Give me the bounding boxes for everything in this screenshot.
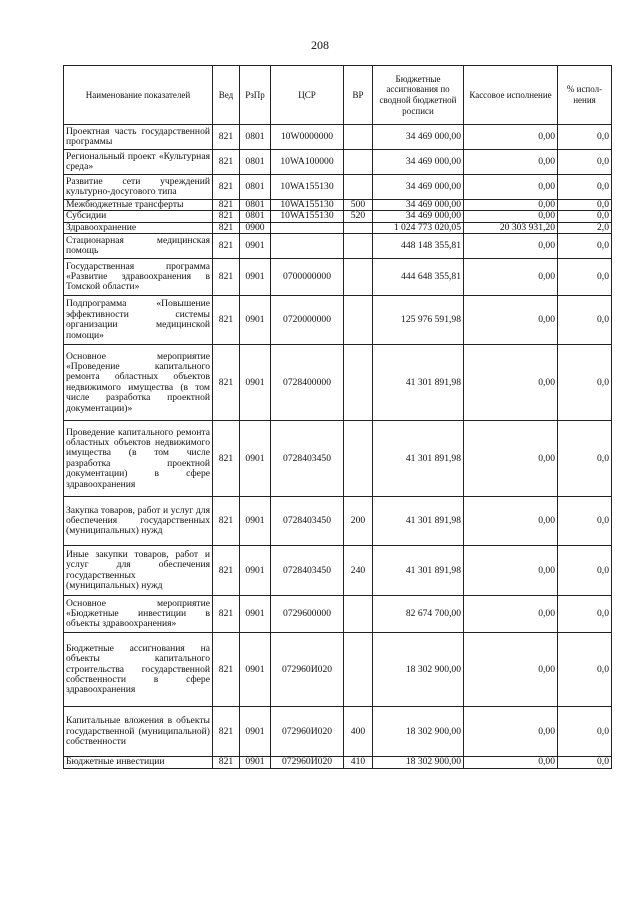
row-cash-execution: 0,00 bbox=[464, 211, 558, 222]
row-percent: 0,0 bbox=[558, 296, 612, 345]
row-vr bbox=[344, 633, 373, 707]
row-csr: 10WA155130 bbox=[271, 200, 344, 211]
table-row bbox=[64, 497, 612, 546]
header-cash-execution: Кассовое исполнение bbox=[464, 66, 558, 125]
row-rzpr: 0801 bbox=[240, 200, 271, 211]
row-vr bbox=[344, 421, 373, 497]
row-name: Межбюджетные трансферты bbox=[64, 200, 213, 211]
row-name: Стационарная медицинская помощь bbox=[64, 234, 213, 259]
row-assignments: 34 469 000,00 bbox=[373, 175, 464, 200]
row-name: Иные закупки товаров, работ и услуг для обеспечения государственных (муниципальных) нужд bbox=[64, 546, 213, 596]
row-name: Субсидии bbox=[64, 211, 213, 222]
row-assignments: 448 148 355,81 bbox=[373, 234, 464, 259]
row-vr bbox=[344, 596, 373, 633]
table-row bbox=[64, 125, 612, 150]
row-ved: 821 bbox=[213, 345, 240, 421]
row-rzpr: 0901 bbox=[240, 596, 271, 633]
row-csr: 10WA155130 bbox=[271, 211, 344, 222]
row-cash-execution: 0,00 bbox=[464, 421, 558, 497]
row-ved: 821 bbox=[213, 296, 240, 345]
row-assignments: 18 302 900,00 bbox=[373, 707, 464, 757]
row-csr: 072960И020 bbox=[271, 707, 344, 757]
row-assignments: 1 024 773 020,05 bbox=[373, 222, 464, 233]
row-ved: 821 bbox=[213, 546, 240, 596]
row-rzpr: 0801 bbox=[240, 125, 271, 150]
row-csr: 0728403450 bbox=[271, 421, 344, 497]
table-row bbox=[64, 633, 612, 707]
row-rzpr: 0901 bbox=[240, 345, 271, 421]
table-row bbox=[64, 175, 612, 200]
row-ved: 821 bbox=[213, 150, 240, 175]
row-percent: 2,0 bbox=[558, 222, 612, 233]
row-assignments: 34 469 000,00 bbox=[373, 211, 464, 222]
row-percent: 0,0 bbox=[558, 757, 612, 768]
row-cash-execution: 0,00 bbox=[464, 150, 558, 175]
row-vr: 200 bbox=[344, 497, 373, 546]
row-ved: 821 bbox=[213, 596, 240, 633]
row-name: Проведение капитального ремонта областных объектов недвижимого имущества (в том числе разработка проектной документации) в сфере здравоохранения bbox=[64, 421, 213, 497]
row-ved: 821 bbox=[213, 421, 240, 497]
row-csr: 0729600000 bbox=[271, 596, 344, 633]
row-percent: 0,0 bbox=[558, 175, 612, 200]
row-percent: 0,0 bbox=[558, 234, 612, 259]
row-ved: 821 bbox=[213, 757, 240, 768]
header-rzpr: РзПр bbox=[240, 66, 271, 125]
row-cash-execution: 0,00 bbox=[464, 175, 558, 200]
row-cash-execution: 0,00 bbox=[464, 234, 558, 259]
header-ved: Вед bbox=[213, 66, 240, 125]
table-row bbox=[64, 757, 612, 768]
table-row bbox=[64, 234, 612, 259]
row-vr: 400 bbox=[344, 707, 373, 757]
row-name: Бюджетные инвестиции bbox=[64, 757, 213, 768]
row-csr: 0728403450 bbox=[271, 546, 344, 596]
row-rzpr: 0901 bbox=[240, 707, 271, 757]
row-rzpr: 0900 bbox=[240, 222, 271, 233]
table-row bbox=[64, 222, 612, 233]
table-row bbox=[64, 707, 612, 757]
row-cash-execution: 0,00 bbox=[464, 707, 558, 757]
row-csr: 0700000000 bbox=[271, 259, 344, 296]
row-ved: 821 bbox=[213, 497, 240, 546]
header-assignments: Бюджетные ассигнования по сводной бюджетной росписи bbox=[373, 66, 464, 125]
row-name: Капитальные вложения в объекты государственной (муниципальной) собственности bbox=[64, 707, 213, 757]
row-csr: 072960И020 bbox=[271, 757, 344, 768]
row-name: Развитие сети учреждений культурно-досугового типа bbox=[64, 175, 213, 200]
row-name: Закупка товаров, работ и услуг для обеспечения государственных (муниципальных) нужд bbox=[64, 497, 213, 546]
header-name: Наименование показателей bbox=[64, 66, 213, 125]
row-percent: 0,0 bbox=[558, 596, 612, 633]
row-assignments: 41 301 891,98 bbox=[373, 345, 464, 421]
row-assignments: 41 301 891,98 bbox=[373, 546, 464, 596]
row-vr bbox=[344, 345, 373, 421]
row-assignments: 18 302 900,00 bbox=[373, 633, 464, 707]
row-name: Здравоохранение bbox=[64, 222, 213, 233]
row-assignments: 125 976 591,98 bbox=[373, 296, 464, 345]
table-row bbox=[64, 259, 612, 296]
row-percent: 0,0 bbox=[558, 497, 612, 546]
table-row bbox=[64, 345, 612, 421]
row-vr bbox=[344, 296, 373, 345]
row-cash-execution: 20 303 931,20 bbox=[464, 222, 558, 233]
row-name: Подпрограмма «Повышение эффективности системы организации медицинской помощи» bbox=[64, 296, 213, 345]
row-rzpr: 0901 bbox=[240, 497, 271, 546]
row-assignments: 82 674 700,00 bbox=[373, 596, 464, 633]
row-csr: 0720000000 bbox=[271, 296, 344, 345]
row-csr: 0728403450 bbox=[271, 497, 344, 546]
row-assignments: 444 648 355,81 bbox=[373, 259, 464, 296]
row-vr: 410 bbox=[344, 757, 373, 768]
budget-execution-table bbox=[63, 65, 612, 769]
header-csr: ЦСР bbox=[271, 66, 344, 125]
row-cash-execution: 0,00 bbox=[464, 200, 558, 211]
row-name: Бюджетные ассигнования на объекты капитального строительства государственной собственности в сфере здравоохранения bbox=[64, 633, 213, 707]
row-vr bbox=[344, 125, 373, 150]
row-vr bbox=[344, 234, 373, 259]
row-percent: 0,0 bbox=[558, 707, 612, 757]
row-name: Государственная программа «Развитие здравоохранения в Томской области» bbox=[64, 259, 213, 296]
row-name: Основное мероприятие «Бюджетные инвестиции в объекты здравоохранения» bbox=[64, 596, 213, 633]
table-row bbox=[64, 546, 612, 596]
header-vr: ВР bbox=[344, 66, 373, 125]
row-cash-execution: 0,00 bbox=[464, 757, 558, 768]
row-rzpr: 0801 bbox=[240, 175, 271, 200]
row-vr: 240 bbox=[344, 546, 373, 596]
row-rzpr: 0901 bbox=[240, 633, 271, 707]
row-csr bbox=[271, 234, 344, 259]
row-cash-execution: 0,00 bbox=[464, 259, 558, 296]
row-percent: 0,0 bbox=[558, 345, 612, 421]
row-percent: 0,0 bbox=[558, 150, 612, 175]
row-csr: 10WA100000 bbox=[271, 150, 344, 175]
row-vr: 520 bbox=[344, 211, 373, 222]
table-row bbox=[64, 296, 612, 345]
row-name: Проектная часть государственной программы bbox=[64, 125, 213, 150]
row-rzpr: 0901 bbox=[240, 234, 271, 259]
row-assignments: 34 469 000,00 bbox=[373, 200, 464, 211]
row-ved: 821 bbox=[213, 200, 240, 211]
row-vr bbox=[344, 175, 373, 200]
row-vr: 500 bbox=[344, 200, 373, 211]
row-rzpr: 0901 bbox=[240, 259, 271, 296]
row-percent: 0,0 bbox=[558, 200, 612, 211]
row-rzpr: 0901 bbox=[240, 421, 271, 497]
table-row bbox=[64, 200, 612, 211]
row-assignments: 34 469 000,00 bbox=[373, 150, 464, 175]
row-csr: 10W0000000 bbox=[271, 125, 344, 150]
table-row bbox=[64, 150, 612, 175]
row-rzpr: 0901 bbox=[240, 296, 271, 345]
row-cash-execution: 0,00 bbox=[464, 497, 558, 546]
row-ved: 821 bbox=[213, 707, 240, 757]
row-ved: 821 bbox=[213, 222, 240, 233]
table-row bbox=[64, 211, 612, 222]
row-ved: 821 bbox=[213, 211, 240, 222]
row-ved: 821 bbox=[213, 125, 240, 150]
row-cash-execution: 0,00 bbox=[464, 546, 558, 596]
row-ved: 821 bbox=[213, 175, 240, 200]
row-rzpr: 0801 bbox=[240, 211, 271, 222]
row-vr bbox=[344, 259, 373, 296]
row-cash-execution: 0,00 bbox=[464, 345, 558, 421]
row-cash-execution: 0,00 bbox=[464, 125, 558, 150]
row-rzpr: 0801 bbox=[240, 150, 271, 175]
row-csr: 0728400000 bbox=[271, 345, 344, 421]
row-rzpr: 0901 bbox=[240, 757, 271, 768]
row-ved: 821 bbox=[213, 234, 240, 259]
row-cash-execution: 0,00 bbox=[464, 296, 558, 345]
row-name: Региональный проект «Культурная среда» bbox=[64, 150, 213, 175]
row-vr bbox=[344, 150, 373, 175]
row-assignments: 34 469 000,00 bbox=[373, 125, 464, 150]
row-vr bbox=[344, 222, 373, 233]
table-row bbox=[64, 421, 612, 497]
row-percent: 0,0 bbox=[558, 633, 612, 707]
row-csr: 072960И020 bbox=[271, 633, 344, 707]
row-name: Основное мероприятие «Проведение капитального ремонта областных объектов недвижимого имущества (в том числе разработка проектной документации)» bbox=[64, 345, 213, 421]
table-header-row bbox=[64, 66, 612, 125]
row-rzpr: 0901 bbox=[240, 546, 271, 596]
header-percent: % испол-нения bbox=[558, 66, 612, 125]
row-assignments: 41 301 891,98 bbox=[373, 421, 464, 497]
row-ved: 821 bbox=[213, 633, 240, 707]
page-number: 208 bbox=[311, 38, 329, 52]
row-percent: 0,0 bbox=[558, 259, 612, 296]
row-assignments: 41 301 891,98 bbox=[373, 497, 464, 546]
row-csr bbox=[271, 222, 344, 233]
row-cash-execution: 0,00 bbox=[464, 633, 558, 707]
row-ved: 821 bbox=[213, 259, 240, 296]
row-percent: 0,0 bbox=[558, 421, 612, 497]
row-percent: 0,0 bbox=[558, 125, 612, 150]
row-percent: 0,0 bbox=[558, 546, 612, 596]
row-assignments: 18 302 900,00 bbox=[373, 757, 464, 768]
row-cash-execution: 0,00 bbox=[464, 596, 558, 633]
row-percent: 0,0 bbox=[558, 211, 612, 222]
row-csr: 10WA155130 bbox=[271, 175, 344, 200]
table-row bbox=[64, 596, 612, 633]
